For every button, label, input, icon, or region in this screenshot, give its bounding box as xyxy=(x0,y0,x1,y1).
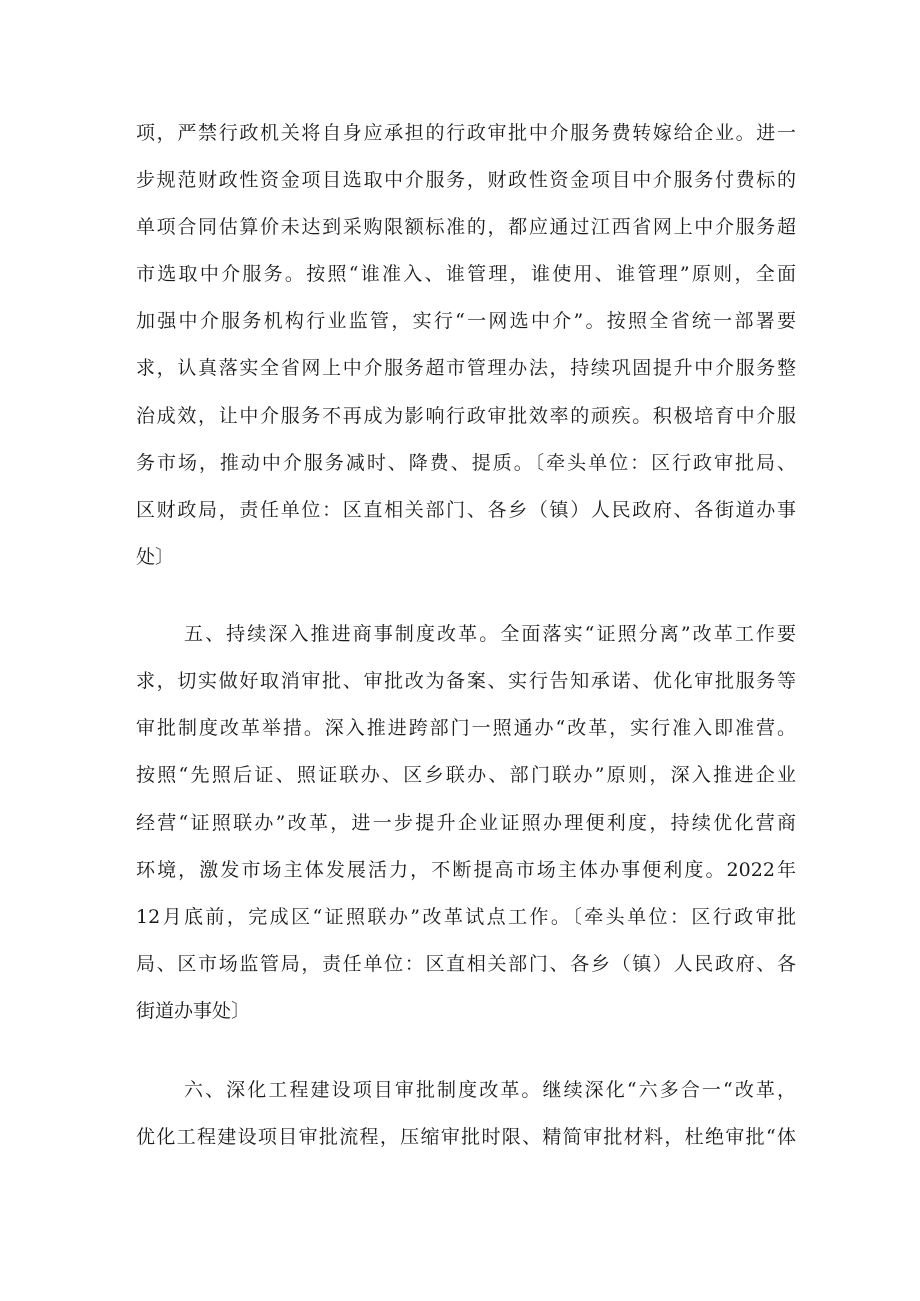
text-line: 六、深化工程建设项目审批制度改革。继续深化“六多合一“改革， xyxy=(184,1079,796,1101)
text-line: 求，认真落实全省网上中介服务超市管理办法，持续巩固提升中介服务整 xyxy=(136,357,796,379)
text-line: 12月底前，完成区“证照联办”改革试点工作。〔牵头单位：区行政审批 xyxy=(136,906,796,928)
text-line: 经营“证照联办”改革，进一步提升企业证照办理便利度，持续优化营商 xyxy=(136,812,796,834)
text-line: 单项合同估算价未达到采购限额标准的，都应通过江西省网上中介服务超 xyxy=(136,216,796,238)
text-line: 五、持续深入推进商事制度改革。全面落实“证照分离”改革工作要 xyxy=(184,623,796,645)
text-line: 优化工程建设项目审批流程，压缩审批时限、精简审批材料，杜绝审批“体 xyxy=(136,1126,796,1148)
text-line: 求，切实做好取消审批、审批改为备案、实行告知承诺、优化审批服务等 xyxy=(136,670,796,692)
text-line: 区财政局，责任单位：区直相关部门、各乡（镇）人民政府、各街道办事 xyxy=(136,499,796,521)
text-line: 街道办事处〕 xyxy=(136,1000,251,1022)
text-line: 加强中介服务机构行业监管，实行“一网选中介”。按照全省统一部署要 xyxy=(136,310,796,332)
text-line: 审批制度改革举措。深入推进跨部门一照通办“改革，实行准入即准营。 xyxy=(136,717,796,739)
text-line: 环境，激发市场主体发展活力，不断提高市场主体办事便利度。2022年 xyxy=(136,859,796,881)
text-line: 处〕 xyxy=(136,546,175,568)
text-line: 项，严禁行政机关将自身应承担的行政审批中介服务费转嫁给企业。进一 xyxy=(136,122,796,144)
text-line: 按照“先照后证、照证联办、区乡联办、部门联办”原则，深入推进企业 xyxy=(136,764,796,786)
text-line: 局、区市场监管局，责任单位：区直相关部门、各乡（镇）人民政府、各 xyxy=(136,953,796,975)
text-line: 市选取中介服务。按照“谁准入、谁管理，谁使用、谁管理”原则，全面 xyxy=(136,263,796,285)
text-line: 务市场，推动中介服务减时、降费、提质。〔牵头单位：区行政审批局、 xyxy=(136,452,796,474)
text-line: 步规范财政性资金项目选取中介服务，财政性资金项目中介服务付费标的 xyxy=(136,169,796,191)
text-line: 治成效，让中介服务不再成为影响行政审批效率的顽疾。积极培育中介服 xyxy=(136,405,796,427)
